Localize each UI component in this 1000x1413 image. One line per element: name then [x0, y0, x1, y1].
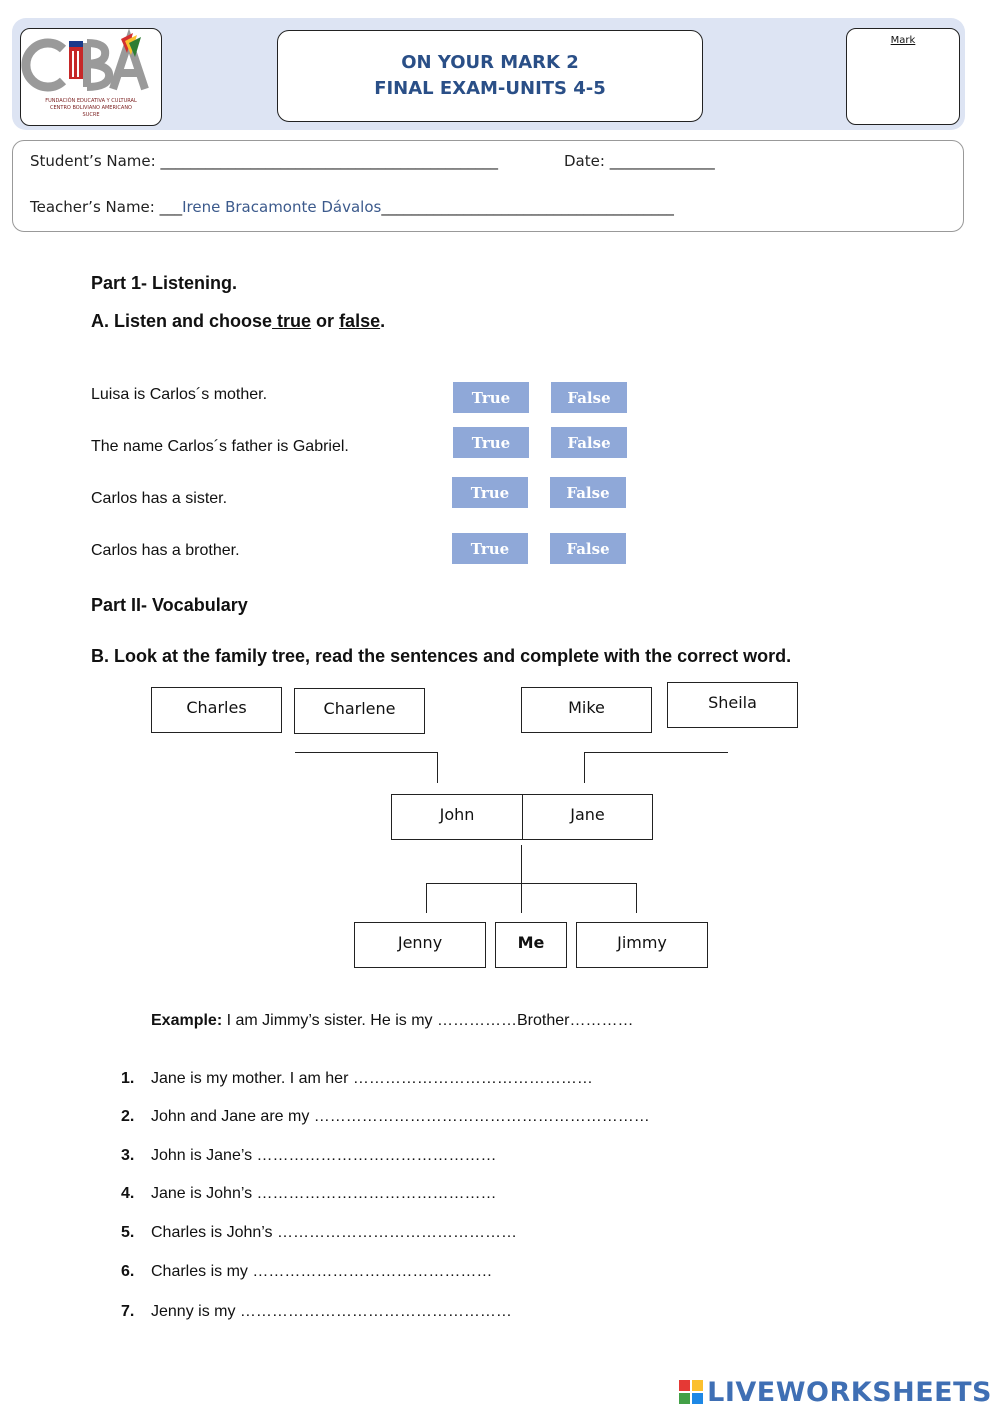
svg-text:SUCRE: SUCRE: [82, 112, 100, 118]
statement-2: The name Carlos´s father is Gabriel.: [91, 438, 349, 455]
part2-title: Part II- Vocabulary: [91, 595, 248, 615]
teacher-name-row: [30, 198, 674, 216]
connector-line: [584, 752, 585, 783]
false-button-3[interactable]: False: [550, 477, 626, 508]
instruction-a-prefix: A. Listen and choose: [91, 311, 273, 331]
student-name-label: Student’s Name:: [30, 152, 161, 170]
question-text[interactable]: Jenny is my ……………………………………………: [151, 1303, 512, 1320]
question-text[interactable]: Charles is John’s ………………………………………: [151, 1224, 517, 1241]
true-button-2[interactable]: True: [453, 427, 529, 458]
tree-node-jane: Jane: [522, 794, 653, 840]
true-button-3[interactable]: True: [452, 477, 528, 508]
connector-line: [584, 752, 728, 753]
teacher-name-value: Irene Bracamonte Dávalos: [182, 198, 382, 216]
cba-logo-icon: [21, 29, 161, 125]
question-text[interactable]: Charles is my ………………………………………: [151, 1263, 493, 1280]
question-number: 3.: [121, 1147, 135, 1164]
tree-node-charles: Charles: [151, 687, 282, 733]
instruction-period: .: [380, 311, 386, 331]
svg-text:FUNDACIÓN EDUCATIVA Y CULTURAL: FUNDACIÓN EDUCATIVA Y CULTURAL: [45, 98, 137, 104]
part1-title: Part 1- Listening.: [91, 273, 238, 293]
connector-line: [426, 883, 427, 913]
question-number: 6.: [121, 1263, 135, 1280]
statement-3: Carlos has a sister.: [91, 490, 228, 507]
tree-node-john: John: [391, 794, 523, 840]
connector-line: [636, 883, 637, 913]
question-text[interactable]: John is Jane’s ………………………………………: [151, 1147, 497, 1164]
instruction-true-word: true: [272, 311, 312, 331]
tree-node-me: Me: [495, 922, 567, 968]
false-button-1[interactable]: False: [551, 382, 627, 413]
true-button-4[interactable]: True: [452, 533, 528, 564]
question-number: 1.: [121, 1070, 135, 1087]
connector-line: [437, 752, 438, 783]
part2-instruction: B. Look at the family tree, read the sentences and complete with the correct word.: [91, 646, 792, 666]
liveworksheets-grid-icon: [679, 1380, 703, 1404]
false-button-4[interactable]: False: [550, 533, 626, 564]
question-number: 2.: [121, 1108, 135, 1125]
question-number: 5.: [121, 1224, 135, 1241]
date-field[interactable]: ______________: [609, 152, 715, 170]
teacher-name-blank: _______________________________________: [381, 198, 674, 216]
example-label: Example:: [151, 1012, 223, 1029]
tree-node-sheila: Sheila: [667, 682, 798, 728]
tree-node-charlene: Charlene: [294, 688, 425, 734]
true-button-1[interactable]: True: [453, 382, 529, 413]
false-button-2[interactable]: False: [551, 427, 627, 458]
question-text[interactable]: Jane is John’s ………………………………………: [151, 1185, 497, 1202]
liveworksheets-logo[interactable]: [679, 1377, 992, 1407]
connector-line: [426, 883, 637, 884]
connector-line: [295, 752, 438, 753]
liveworksheets-brand: LIVEWORKSHEETS: [707, 1376, 992, 1408]
tree-node-jenny: Jenny: [354, 922, 486, 968]
school-logo: [20, 28, 162, 126]
title-line-1: ON YOUR MARK 2: [401, 52, 579, 73]
title-line-2: FINAL EXAM-UNITS 4-5: [374, 78, 606, 99]
question-number: 7.: [121, 1303, 135, 1320]
example-text: I am Jimmy’s sister. He is my ……………Brother…………: [222, 1012, 634, 1029]
exam-title: [277, 30, 703, 122]
mark-label: Mark: [890, 35, 916, 46]
tree-node-mike: Mike: [521, 687, 652, 733]
svg-text:CENTRO BOLIVIANO AMERICANO: CENTRO BOLIVIANO AMERICANO: [50, 105, 132, 111]
connector-line: [521, 845, 522, 913]
student-name-row: [30, 152, 498, 170]
statement-4: Carlos has a brother.: [91, 542, 240, 559]
question-text[interactable]: Jane is my mother. I am her ………………………………………: [151, 1070, 593, 1087]
question-number: 4.: [121, 1185, 135, 1202]
statement-1: Luisa is Carlos´s mother.: [91, 386, 268, 403]
instruction-false-word: false: [339, 311, 381, 331]
question-text[interactable]: John and Jane are my ………………………………………………………: [151, 1108, 650, 1125]
student-name-field[interactable]: _____________________________________________: [160, 152, 498, 170]
date-label: Date:: [564, 152, 610, 170]
teacher-name-label: Teacher’s Name: ___: [30, 198, 183, 216]
tree-node-jimmy: Jimmy: [576, 922, 708, 968]
part1-instruction: [91, 311, 385, 332]
instruction-or: or: [311, 311, 340, 331]
date-row: [564, 152, 715, 170]
mark-box[interactable]: [846, 28, 960, 125]
example-sentence: [151, 1012, 633, 1030]
